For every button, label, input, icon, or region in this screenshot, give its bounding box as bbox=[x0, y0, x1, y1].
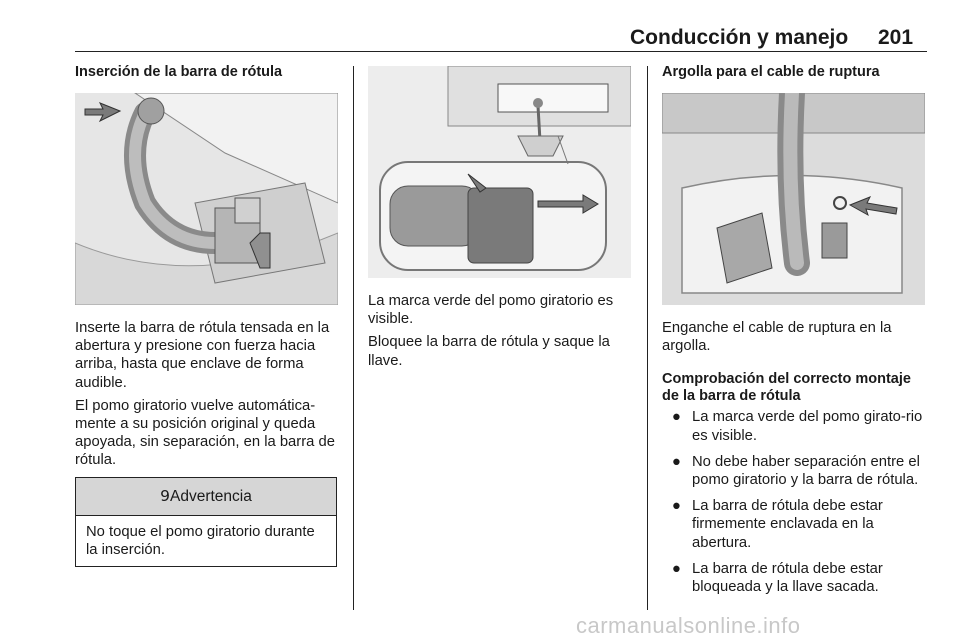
paragraph-hook-cable: Enganche el cable de ruptura en la argolla. bbox=[662, 320, 892, 355]
column-2-text bbox=[368, 292, 636, 370]
warning-text: No toque el pomo giratorio durante la inserción. bbox=[86, 524, 315, 559]
page-number: 201 bbox=[878, 26, 914, 49]
column-3-text bbox=[662, 319, 927, 604]
warning-triangle-icon: 9 bbox=[160, 487, 170, 505]
watermark: carmanualsonline.info bbox=[576, 613, 801, 638]
paragraph-lock-and-remove-key: Bloquee la barra de rótula y saque la llave. bbox=[368, 334, 610, 369]
list-item-text: La barra de rótula debe estar firmemente enclavada en la abertura. bbox=[692, 498, 883, 551]
list-item bbox=[662, 453, 927, 489]
warning-header bbox=[76, 478, 336, 516]
illustration-breakaway-cable-eye bbox=[662, 93, 925, 305]
paragraph-insert-instructions: Inserte la barra de rótula tensada en la abertura y presione con fuerza hacia arriba, hasta que enclave de forma audible. bbox=[75, 320, 330, 391]
green-mark-drawing bbox=[368, 66, 631, 278]
section-heading-insertion: Inserción de la barra de rótula bbox=[75, 64, 283, 80]
warning-title: Advertencia bbox=[170, 488, 252, 505]
section-heading-check-installation: Comprobación del correcto montaje de la barra de rótula bbox=[662, 371, 911, 405]
bullet-icon: ● bbox=[672, 498, 681, 515]
bullet-icon: ● bbox=[672, 409, 681, 426]
column-divider-right bbox=[647, 66, 648, 610]
list-item-text: No debe haber separación entre el pomo giratorio y la barra de rótula. bbox=[692, 453, 920, 489]
list-item-text: La marca verde del pomo girato-rio es visible. bbox=[692, 409, 923, 444]
list-item bbox=[662, 497, 927, 552]
column-3-heading bbox=[662, 64, 927, 81]
cable-eye-drawing bbox=[662, 93, 925, 305]
page-header-title: Conducción y manejo bbox=[630, 26, 849, 49]
list-item bbox=[662, 560, 927, 596]
header-rule bbox=[75, 51, 927, 52]
warning-box bbox=[75, 477, 337, 567]
illustration-green-mark bbox=[368, 66, 631, 278]
section-heading-cable-eye: Argolla para el cable de ruptura bbox=[662, 64, 880, 80]
illustration-towbar-insertion bbox=[75, 93, 338, 305]
list-item-text: La barra de rótula debe estar bloqueada y la llave sacada. bbox=[692, 560, 883, 596]
bullet-icon: ● bbox=[672, 560, 681, 577]
column-divider-left bbox=[353, 66, 354, 610]
paragraph-green-mark-visible: La marca verde del pomo giratorio es visible. bbox=[368, 293, 614, 328]
bullet-icon: ● bbox=[672, 453, 681, 470]
column-1 bbox=[75, 64, 340, 81]
check-list bbox=[662, 408, 927, 596]
column-1-text bbox=[75, 319, 340, 470]
towbar-insertion-drawing bbox=[75, 93, 338, 305]
list-item bbox=[662, 408, 927, 444]
paragraph-knob-returns: El pomo giratorio vuelve automática-mente a su posición original y queda apoyada, sin separación, en la barra de rótula. bbox=[75, 397, 335, 469]
